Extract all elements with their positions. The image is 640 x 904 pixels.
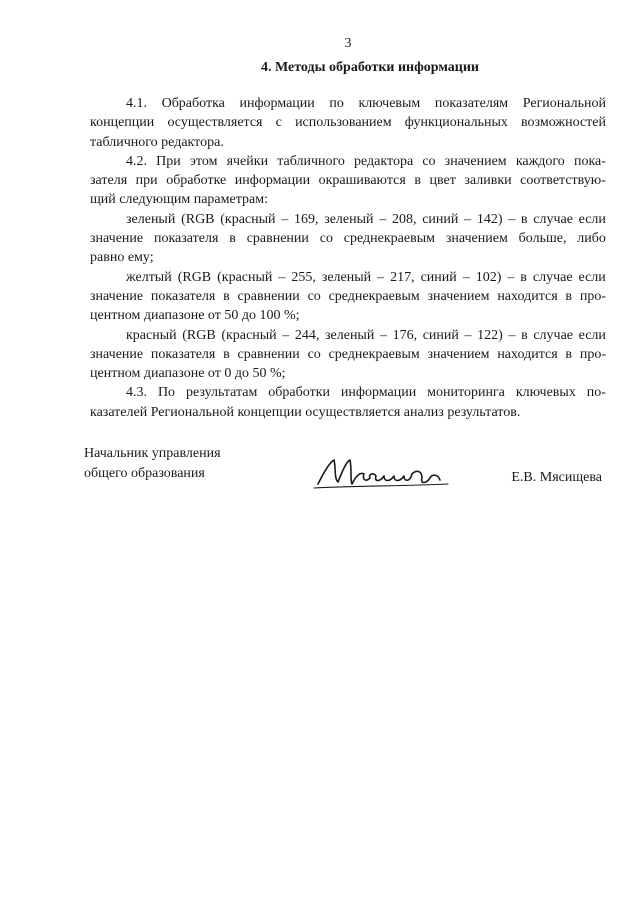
handwritten-signature [312, 450, 452, 494]
signer-title [84, 444, 221, 483]
document-body [90, 94, 606, 422]
body-line: 4.3. По результатам обработки информации мониторинга ключевых по- [126, 385, 606, 401]
body-line: значение показателя в сравнении со среднекраевым значением находится в про- [90, 346, 606, 362]
body-line: значение показателя в сравнении со среднекраевым значением больше, либо [90, 231, 606, 247]
signer-title-line-2: общего образования [84, 465, 205, 481]
body-line: центном диапазоне от 50 до 100 %; [90, 308, 300, 324]
body-line: щий следующим параметрам: [90, 192, 268, 208]
body-line: казателей Региональной концепции осуществляется анализ результатов. [90, 404, 521, 420]
body-line: зателя при обработке информации окрашиваются в цвет заливки соответствую- [90, 173, 606, 189]
body-line: центном диапазоне от 0 до 50 %; [90, 366, 286, 382]
body-line: табличного редактора. [90, 134, 224, 150]
signer-name: Е.В. Мясищева [511, 470, 602, 485]
signer-title-line-1: Начальник управления [84, 446, 221, 461]
body-line: равно ему; [90, 250, 154, 266]
body-line: концепции осуществляется с использованием функциональных возможностей [90, 115, 606, 131]
body-line: значение показателя в сравнении со среднекраевым значением находится в про- [90, 288, 606, 304]
body-line: желтый (RGB (красный – 255, зеленый – 217, синий – 102) – в случае если [126, 269, 606, 285]
body-line: красный (RGB (красный – 244, зеленый – 176, синий – 122) – в случае если [126, 327, 606, 343]
signature-block [84, 444, 614, 504]
body-line: зеленый (RGB (красный – 169, зеленый – 208, синий – 142) – в случае если [126, 211, 606, 227]
page-number: 3 [344, 36, 352, 51]
section-title: 4. Методы обработки информации [260, 60, 479, 75]
body-line: 4.1. Обработка информации по ключевым показателям Региональной [126, 96, 606, 111]
body-line: 4.2. При этом ячейки табличного редактора со значением каждого пока- [126, 153, 606, 169]
